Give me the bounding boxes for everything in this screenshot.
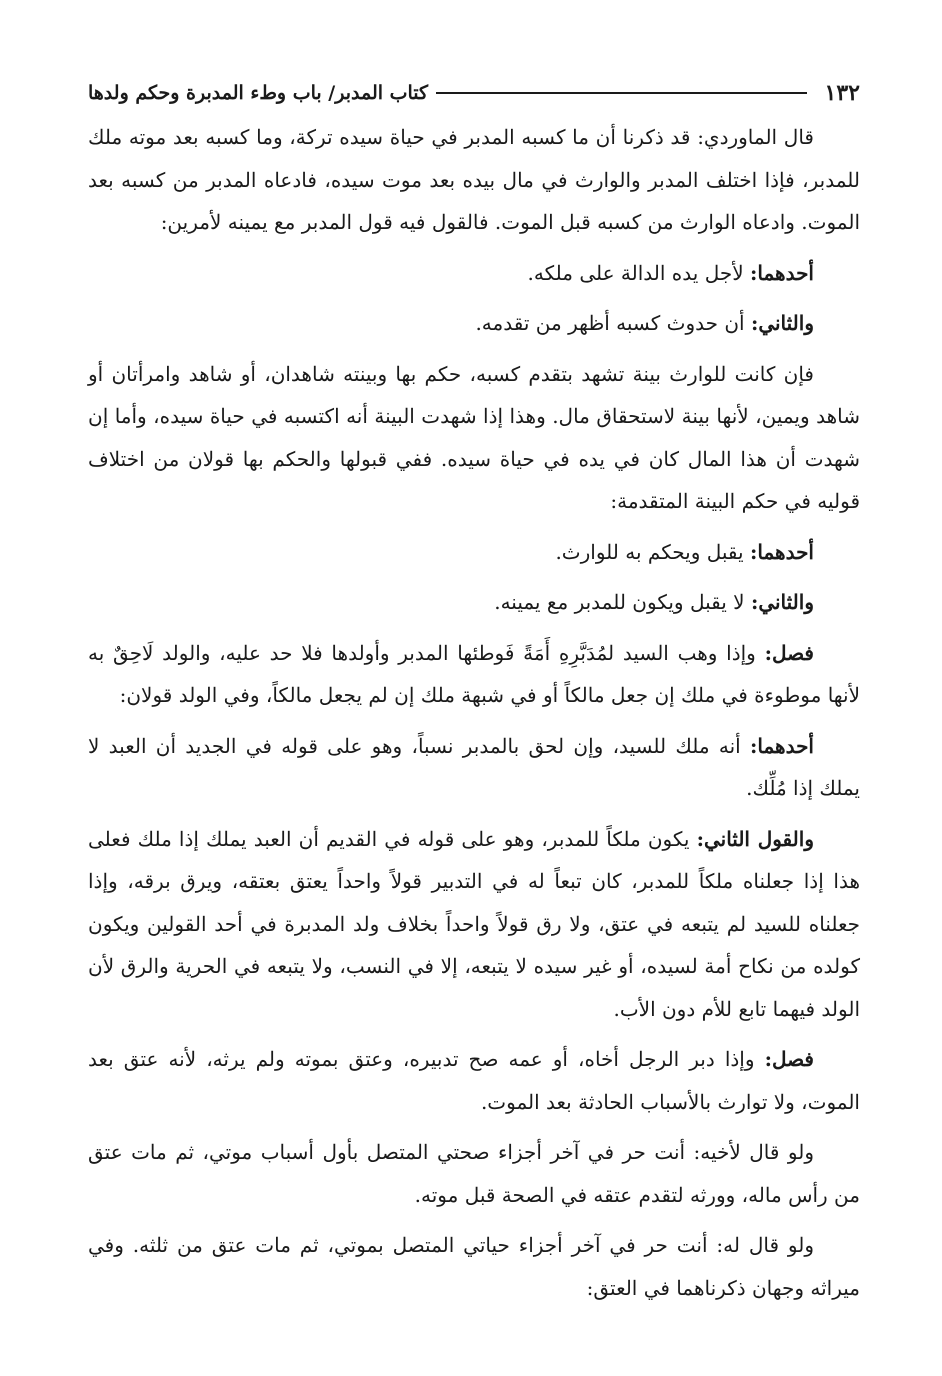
paragraph-text: وإذا دبر الرجل أخاه، أو عمه صح تدبيره، وعتق بموته ولم يرثه، لأنه عتق بعد الموت، ولا توارث بالأسباب الحادثة بعد الموت. (88, 1047, 860, 1114)
paragraph-text: وإذا وهب السيد لمُدَبَّرِهِ أَمَةً فَوطئها المدبر وأولدها فلا حد عليه، والولد لَاحِقٌ به لأنها موطوءة في ملك إن جعل مالكاً أو في شبهة ملك إن لم يجعل مالكاً، وفي الولد قولان: (88, 640, 860, 707)
paragraph-health-clause (88, 1131, 860, 1216)
paragraph-evidence (88, 353, 860, 523)
paragraph-text: أن حدوث كسبه أظهر من تقدمه. (475, 311, 751, 335)
running-header (88, 76, 860, 110)
paragraph-life-clause (88, 1224, 860, 1309)
paragraph-child-first (88, 725, 860, 810)
paragraph-intro (88, 116, 860, 244)
paragraph-section-gift (88, 632, 860, 717)
chapter-title: كتاب المدبر/ باب وطء المدبرة وحكم ولدها (88, 82, 429, 104)
paragraph-lead: فصل: (764, 640, 814, 665)
page-number: ١٣٢ (824, 80, 860, 106)
paragraph-lead: والقول الثاني: (696, 826, 814, 851)
paragraph-lead: أحدهما: (749, 733, 814, 758)
paragraph-child-second (88, 818, 860, 1031)
paragraph-lead: أحدهما: (749, 539, 814, 564)
paragraph-first-reason (88, 252, 860, 295)
paragraph-text: لأجل يده الدالة على ملكه. (527, 260, 750, 285)
paragraph-lead: والثاني: (750, 311, 814, 335)
paragraph-text: ولو قال لأخيه: أنت حر في آخر أجزاء صحتي المتصل بأول أسباب موتي، ثم مات عتق من رأس ماله، وورثه لتقدم عتقه في الصحة قبل موته. (88, 1140, 860, 1207)
paragraph-text: يكون ملكاً للمدبر، وهو على قوله في القديم أن العبد يملك إذا ملك فعلى هذا إذا جعلناه ملكاً للمدبر، كان تبعاً له في التدبير قولاً واحداً يعتق بعتقه، ويرق برقه، وإذا جعلناه للسيد لم يتبعه في عتق، ولا رق قولاً واحداً بخلاف ولد المدبرة في أحد القولين ويكون كولده من نكاح أمة لسيده، أو غير سيده لا يتبعه، إلا في النسب، ولا يتبعه في الحرية والرق لأن الولد فيهما تابع للأم دون الأب. (88, 826, 860, 1021)
paragraph-text: أنه ملك للسيد، وإن لحق بالمدبر نسباً، وهو على قوله في الجديد أن العبد لا يملك إذا مُلِّك. (88, 733, 860, 800)
paragraph-text: فإن كانت للوارث بينة تشهد بتقدم كسبه، حكم بها وبينته شاهدان، أو شاهد وامرأتان أو شاهد ويمين، لأنها بينة لاستحقاق مال. وهذا إذا شهدت البينة أنه اكتسبه في حياة سيده، وأما إن شهدت أن هذا المال كان في يده في حياة سيده. ففي قبولها والحكم بها قولان من اختلاف قوليه في حكم البينة المتقدمة: (88, 361, 860, 513)
paragraph-text: يقبل ويحكم به للوارث. (555, 539, 750, 564)
paragraph-second-reason (88, 302, 860, 345)
paragraph-lead: والثاني: (750, 590, 814, 614)
paragraph-lead: فصل: (764, 1047, 814, 1071)
paragraph-second-opinion (88, 581, 860, 624)
paragraph-text: ولو قال له: أنت حر في آخر أجزاء حياتي المتصل بموتي، ثم مات عتق من ثلثه. وفي ميراثه وجهان ذكرناهما في العتق: (88, 1233, 860, 1300)
header-rule (436, 92, 806, 94)
book-page (88, 76, 860, 1317)
paragraph-first-opinion (88, 531, 860, 574)
paragraph-section-brother (88, 1038, 860, 1123)
paragraph-text: لا يقبل ويكون للمدبر مع يمينه. (494, 590, 751, 614)
paragraph-text: قال الماوردي: قد ذكرنا أن ما كسبه المدبر في حياة سيده تركة، وما كسبه بعد موته ملك للمدبر، فإذا اختلف المدبر والوارث في مال بيده بعد موت سيده، فادعاه المدبر من كسبه بعد الموت. وادعاه الوارث من كسبه قبل الموت. فالقول فيه قول المدبر مع يمينه لأمرين: (88, 125, 860, 234)
paragraph-lead: أحدهما: (749, 260, 814, 285)
